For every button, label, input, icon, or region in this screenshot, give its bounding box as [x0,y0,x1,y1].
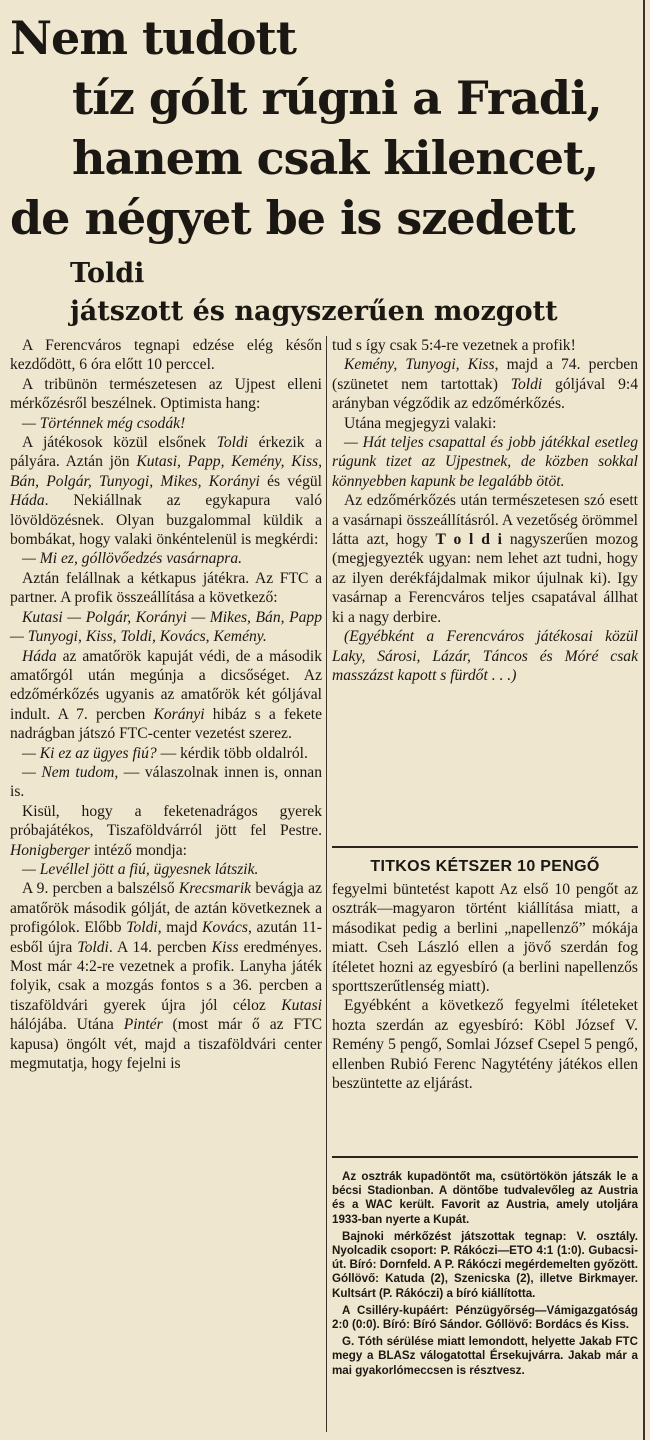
paragraph: fegyelmi büntetést kapott Az első 10 pengőt az osztrák—magyaron történt kiállítása miatt, a másodikat pedig a berlini „napellenző” mókája miatt. Cseh László ellen a jövő szerdán fog ítéletet hozni az egyesbíró (a berlini napellenzős sporttszerűtlenség miatt). [332,881,638,996]
player-name: Toldi [510,375,543,393]
box-title: TITKOS KÉTSZER 10 PENGŐ [370,858,600,875]
quote [10,744,322,763]
brief-item: G. Tóth sérülése miatt lemondott, helyette Jakab FTC megy a BLASz válogatottal Érsekujvárra. Jakab már a mai gyakorlómeccsen is résztvesz. [332,1335,638,1377]
article-right-column [332,336,638,685]
quote-text: — Nem tudom, [22,763,119,781]
quote [10,763,322,802]
headline-line: hanem csak kilencet, [72,131,599,185]
headline [10,8,642,248]
player-name: Kutasi [281,996,322,1014]
text-run: az amatőrök kapuját védi, de a második amatőrgól után megúnja a dicsőséget. Az edzőmérkőzés ugyanis az amatőrök két góljával indult. A 7. percben [10,647,322,723]
paragraph [10,647,322,744]
player-name: Korányi [153,705,205,723]
player-name: Toldi [216,434,249,452]
paragraph [10,433,322,549]
text-run: . A 14. percben [108,938,212,956]
text-run: hálójába. Utána [10,1016,124,1034]
player-name: Krecsmarik [178,880,252,898]
text-run: intéző mondja: [89,841,187,859]
quote-text: — Hát teljes csapattal és jobb játékkal esetleg rúgunk tizet az Ujpestnek, de közben sokkal könnyebben kapunk be legalább ötöt. [332,434,638,490]
brief-item: A Csilléry-kupáért: Pénzügyőrség—Vámigazgatóság 2:0 (0:0). Bíró: Bíró Sándor. Góllövő: Bordács és Kiss. [332,1303,638,1332]
paragraph: A tribünön természetesen az Ujpest elleni mérkőzésről beszélnek. Optimista hang: [10,375,322,413]
text-run: — válaszolnak innen is, onnan is. [10,763,322,801]
text-run: — kérdik több oldalról. [156,744,308,762]
text-run: hibáz s a fekete nadrágban játszó FTC-center vezetést szerez. [10,705,322,743]
article-left-column [10,336,322,1073]
brief-item: Az osztrák kupadöntőt ma, csütörtökön játszák le a bécsi Stadionban. A döntőbe tudvalevőleg az Austria és a WAC került. Favorit az Austria, amely utoljára 1933-ban nyerte a Kupát. [332,1170,638,1226]
paragraph [332,627,638,685]
player-name: Kovács [202,919,248,937]
quote-text: — Történnek még csodák! [22,414,186,432]
paragraph [332,491,638,627]
player-names: Kutasi, Papp, Kemény, Kiss, Bán, Polgár, Tunyogi, Mikes, Korányi [10,453,323,490]
text-run: bevágja az amatőrök második gólját, de aztán következnek a profigólok. Előbb [10,880,322,937]
player-name: Toldi [77,938,109,956]
text-run: A 9. percben a balszélső [22,880,179,898]
text-run: Az edzőmérkőzés után természetesen szó esett a vasárnapi összeállításról. A vezetőség örömmel látta azt, hogy [332,492,638,549]
player-name: T o l d i [435,531,503,549]
lineup-text: Kutasi — Polgár, Korányi — Mikes, Bán, Papp — Tunyogi, Kiss, Toldi, Kovács, Kemény. [10,608,322,646]
paragraph [332,355,638,413]
headline-line: tíz gólt rúgni a Fradi, [72,71,602,125]
quote-text: — Levéllel jött a fiú, ügyesnek látszik. [22,860,259,878]
text-run: góljával 9:4 arányban végződik az edzőmérkőzés. [332,375,638,413]
text-run: . Nekiállnak az egykapura való lövöldözésnek. Olyan buzgalommal küldik a bombákat, hogy valaki önkéntelenül is megkérdi: [10,492,322,549]
quote [10,414,322,433]
player-name: Pintér [123,1016,163,1034]
quote [332,433,638,491]
box-body [332,880,638,1093]
text-run: és végül [259,472,322,490]
paragraph [10,879,322,1073]
lineup [10,608,322,647]
quote [10,860,322,879]
player-name: Toldi [126,919,158,937]
text-run: , azután 11-esből újra [10,919,322,956]
quote [10,549,322,568]
section-rule [332,1156,638,1158]
paragraph: Egyébként a következő fegyelmi ítéleteket hozta szerdán az egyesbíró: Köbl József V. Remény 5 pengő, Somlai József Csepel 5 pengő, ellenben Rubió Ferenc Nagytétény játékos ellen beszüntette az eljárást. [332,997,638,1093]
person-name: Honigberger [10,841,90,859]
page-edge-line [643,0,645,1440]
section-rule [332,846,638,848]
player-name: Háda [10,492,45,510]
brief-item: Bajnoki mérkőzést játszottak tegnap: V. osztály. Nyolcadik csoport: P. Rákóczi—ETO 4:1 (1:0). Gubacsi-út. Bíró: Dornfeld. A P. Rákóczi megérdemelten győzött. Góllövő: Katuda (2), Szenicska (2), illetve Birkmayer. Kultsárt (P. Rákóczi) a bíró kiállította. [332,1229,638,1300]
text-run: Kisül, hogy a feketenadrágos gyerek próbajátékos, Tiszaföldvárról jött fel Pestre. [10,802,322,840]
aside-text: (Egyébként a Ferencváros játékosai közül Laky, Sárosi, Lázár, Táncos és Móré csak masszázst kapott s fürdőt . . .) [332,628,638,684]
player-name: Háda [22,647,57,665]
headline-line: Nem tudott [10,11,297,65]
column-divider [326,336,327,1432]
quote-text: — Ki ez az ügyes fiú? [22,744,157,762]
paragraph: A Ferencváros tegnapi edzése elég későn kezdődött, 6 óra előtt 10 perccel. [10,337,322,374]
subheadline-line: játszott és nagyszerűen mozgott [70,296,558,327]
paragraph: Aztán felállnak a kétkapus játékra. Az FTC a partner. A profik összeállítása a következő: [10,569,322,607]
paragraph [10,802,322,860]
text-run: , majd [157,919,203,937]
text-run: érkezik a pályára. Aztán jön [10,434,322,471]
text-run: , majd a 74. percben (szünetet nem tartottak) [332,356,638,393]
news-briefs [332,1170,638,1381]
text-run: A játékosok közül elsőnek [22,434,217,452]
text-run: (most már ő az FTC kapusa) öngólt vét, majd a tiszaföldvári center megmutatja, hogy fejelni is [10,1016,322,1073]
paragraph: tud s így csak 5:4-re vezetnek a profik! [332,337,576,354]
player-name: Kiss [211,938,239,956]
subheadline-line: Toldi [70,258,145,289]
player-names: Kemény, Tunyogi, Kiss [344,356,495,374]
paragraph: Utána megjegyzi valaki: [344,414,497,432]
text-run: nagyszerűen mozog (megjegyezték ugyan: nem lehet azt tudni, hogy az ilyen derékfájdalmak mikor újulnak ki). Igy vasárnap a Ferencváros teljes csapatával állhat ki a nagy derbire. [332,531,639,626]
quote-text: — Mi ez, góllövőedzés vasárnapra. [22,550,243,568]
subheadline [70,255,642,331]
text-run: eredményes. Most már 4:2-re vezetnek a profik. Lanyha játék folyik, csak a mozgás fontos s a 36. percben a tiszaföldvári gyerek újra jól céloz [10,938,322,1014]
headline-line: de négyet be is szedett [10,191,575,245]
